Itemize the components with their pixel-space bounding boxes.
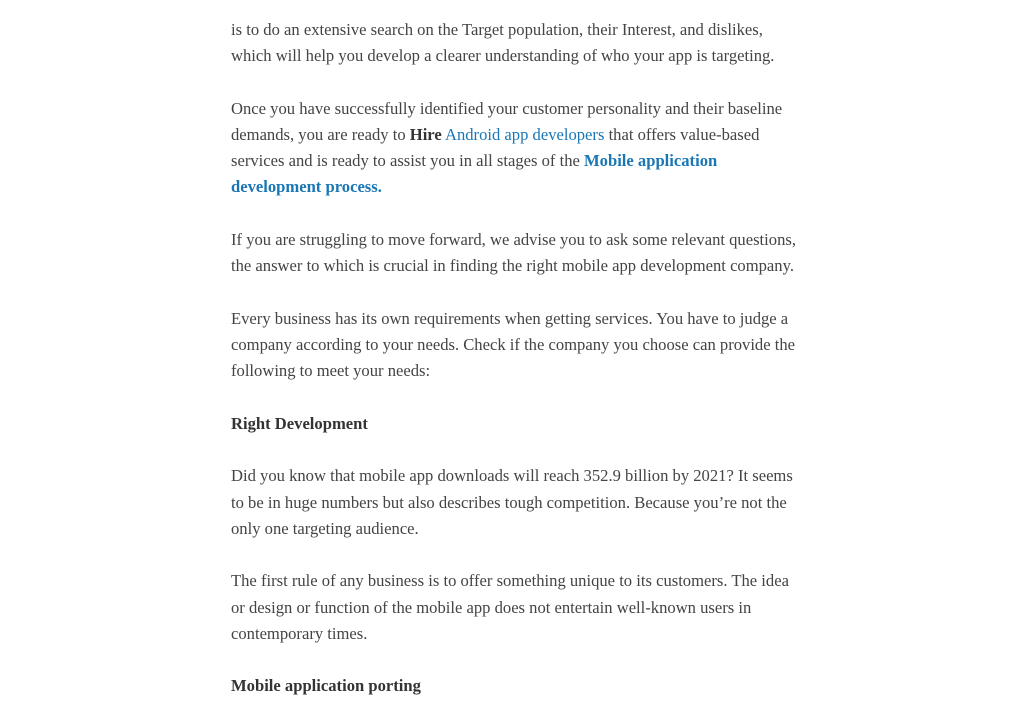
paragraph-text: Once you have successfully identified your customer personality and their baseline demands, you are ready to [231,98,783,144]
paragraph-relevant-questions: If you are struggling to move forward, we advise you to ask some relevant questions, the answer to which is crucial in finding the right mobile app development company. [231,230,796,276]
heading-mobile-app-porting: Mobile application porting [231,676,421,696]
android-app-developers-link[interactable]: Android app developers [444,125,605,144]
paragraph-hire-developers [231,96,801,201]
mobile-app-development-process-link[interactable]: Mobile application development process. [231,151,718,197]
paragraph-text: that offers value-based services and is ready to assist you in all stages of the [231,125,760,171]
paragraph-target-population: is to do an extensive search on the Target population, their Interest, and dislikes, which will help you develop a clearer understanding of who your app is targeting. [231,20,775,66]
paragraph-first-rule: The first rule of any business is to offer something unique to its customers. The idea or design or function of the mobile app does not entertain well-known users in contemporary times. [231,571,789,643]
paragraph-app-downloads: Did you know that mobile app downloads will reach 352.9 billion by 2021? It seems to be in huge numbers but also describes tough competition. Because you’re not the only one targeting audience. [231,466,793,538]
heading-right-development: Right Development [231,413,368,433]
hire-bold-text: Hire [409,125,442,144]
paragraph-business-requirements: Every business has its own requirements when getting services. You have to judge a company according to your needs. Check if the company you choose can provide the following to meet your needs: [231,308,796,381]
article-body [231,17,801,726]
